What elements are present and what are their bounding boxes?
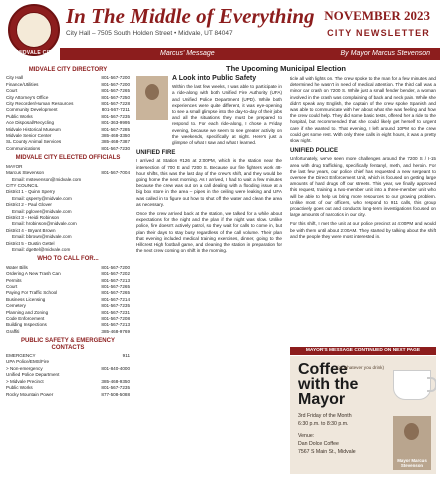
ufa-paragraph-2: Once the crew arrived back at the station, we talked for a while about expectations for the night and the plan if the night was slow. Unlike police, fire doesn't actively patrol, so they wait for calls to come in, but plan their days to stay busy regardless of the call volume. Their plan that evening included medical training exercises, dinner, going to the Hillcrest High football game, and cleaning the station in preparation for the next crew coming on shift in the morning. bbox=[136, 211, 282, 254]
coffee-title-line-3: Mayor bbox=[298, 391, 346, 408]
elected-row: Email: bbrown@midvale.com bbox=[12, 234, 72, 240]
venue-label: Venue: bbox=[298, 433, 315, 439]
elected-row: District 2 - Paul Glover bbox=[6, 202, 52, 208]
coffee-title-line-1: Coffee bbox=[298, 361, 348, 378]
elected-row: Marcus Stevenson 801-567-7004 bbox=[6, 170, 130, 176]
upd-paragraph: Unfortunately, we've seen more challenges around the 7200 S / I-15 area with drug trafficking, specifically fentanyl, meth, and heroin. For the last few years, our police chief has requested a new sergeant to oversee the Direct Enforcement Unit, which is focused on getting large amounts of hard drugs off our streets. This year, we finally approved this request, training a two-member unit into a three-member unit who will be able to help us bring more resources to our growing problem. Unlike most of our officers, who respond to 911 calls, this group proactively goes out and conducts long-term investigations focused on large amounts of narcotics in our city. bbox=[290, 156, 436, 218]
issue-month: NOVEMBER 2023 bbox=[324, 8, 430, 23]
who-row: Court 801-567-7265 bbox=[6, 284, 130, 289]
elected-row: District 1 - Quinn Sperry bbox=[6, 189, 56, 195]
safety-list bbox=[6, 353, 130, 398]
safety-row: UPA Police/EMS/Fire bbox=[6, 359, 50, 365]
elected-row: CITY COUNCIL bbox=[6, 182, 39, 188]
safety-row: > Midvale Precinct 385-468-9350 bbox=[6, 378, 130, 384]
directory-list bbox=[6, 75, 130, 152]
who-to-call-heading: WHO TO CALL FOR... bbox=[37, 256, 99, 263]
who-row: Paying For Traffic School 801-567-7265 bbox=[6, 290, 130, 296]
who-row: Permits 801-567-7213 bbox=[6, 277, 130, 283]
safety-heading: PUBLIC SAFETY & EMERGENCY CONTACTS bbox=[21, 338, 115, 351]
elected-row: Email: mstevenson@midvale.com bbox=[12, 176, 82, 182]
safety-row: > Non-emergency 801-840-4000 bbox=[6, 365, 130, 371]
who-row: Code Enforcement 801-567-7208 bbox=[6, 316, 130, 322]
upd-heading: UNIFIED POLICE bbox=[290, 148, 339, 155]
elected-row: Email: dgettel@midvale.com bbox=[12, 246, 71, 252]
coffee-aside: (or whatever you drink) bbox=[337, 365, 384, 370]
directory-row: Midvale Historical Museum 801-567-7285 bbox=[6, 126, 130, 132]
upd-paragraph-2: For this shift, I met the unit at our police precinct at 4:00PM and would be with them until about 2:00AM. They started by talking about the shift and the people they were most interested in. bbox=[290, 221, 436, 239]
continued-banner: MAYOR'S MESSAGE CONTINUED ON NEXT PAGE bbox=[290, 347, 436, 355]
directory-row: Midvale Senior Center 385-468-3350 bbox=[6, 133, 130, 139]
safety-row: Public Works 801-567-7235 bbox=[6, 385, 130, 391]
directory-row: Ace Disposal/Recycling 801-363-9995 bbox=[6, 120, 130, 126]
elected-row: Email: pglover@midvale.com bbox=[12, 208, 72, 214]
elected-row: MAYOR bbox=[6, 163, 23, 169]
midvale-city-seal bbox=[8, 4, 60, 56]
intro-paragraph: Within the last few weeks, I was able to participate in a ride-along with both Unified Fire Authority (UFA) and Unified Police Department (UPD). While both experiences were quite different, it was eye-opening to see a small glimpse into the day-to-day of their jobs and all the situations they must be prepared to respond to. For each ride-along, I chose a Friday evening, because we seem to see greater activity on the weekends, specifically at night. Here's just a glimpse of what I saw and what I learned. bbox=[172, 84, 282, 146]
coffee-with-mayor-ad bbox=[290, 356, 436, 474]
directory-row: Communications 801-567-7230 bbox=[6, 145, 130, 151]
newsletter-label: CITY NEWSLETTER bbox=[327, 28, 430, 38]
ufa-heading: UNIFIED FIRE bbox=[136, 150, 176, 157]
who-row: Cemetery 801-567-7235 bbox=[6, 303, 130, 309]
newsletter-title: In The Middle of Everything bbox=[66, 4, 315, 28]
section-title: Marcus' Message bbox=[160, 50, 215, 57]
ufa-paragraph: I arrived at Station #126 at 2:00PM, which is the station near the intersection of 700 E and 7200 S. Because our fire fighters work 48-hour shifts, this was the last day of the crew's shift, and they would be going home the next morning. As I arrived, I had to wait a few minutes because the crew was out on a call dealing with a flooding issue at a big box store in the area – pipes in the ceiling were leaking and UFA was called in to figure out how to shut off the water and clean the area as necessary. bbox=[136, 158, 282, 207]
who-row: Business Licensing 801-567-7214 bbox=[6, 296, 130, 302]
elected-row: Email: hrobinson@midvale.com bbox=[12, 221, 77, 227]
article-column-right bbox=[290, 76, 436, 243]
directory-row: City Hall 801-567-7200 bbox=[6, 75, 130, 81]
elected-row: District 5 - Dustin Gettel bbox=[6, 240, 55, 246]
event-time: 6:30 p.m. to 8:30 p.m. bbox=[298, 421, 349, 427]
coffee-title-line-2: with the bbox=[298, 376, 359, 393]
directory-row: Community Development 801-567-7211 bbox=[6, 107, 130, 113]
directory-row: Court 801-567-7265 bbox=[6, 88, 130, 94]
who-to-call-list bbox=[6, 265, 130, 335]
elected-row: District 3 - Heidi Robinson bbox=[6, 214, 60, 220]
elected-heading: MIDVALE CITY ELECTED OFFICIALS bbox=[15, 155, 121, 162]
article-heading: The Upcoming Municipal Election bbox=[225, 64, 346, 73]
safety-row: Unified Police Department bbox=[6, 372, 60, 378]
directory-row: Public Works 801-567-7235 bbox=[6, 113, 130, 119]
section-bar bbox=[60, 48, 440, 60]
seal-text: MIDVALE CITY bbox=[16, 50, 56, 56]
elected-row: Email: qsperry@midvale.com bbox=[12, 195, 72, 201]
article-column-left bbox=[136, 76, 282, 257]
directory-row: Finance/Utilities 801-567-7200 bbox=[6, 81, 130, 87]
safety-row: EMERGENCY 911 bbox=[6, 353, 130, 359]
directory-row: City Recorder/Human Resources 801-567-7228 bbox=[6, 101, 130, 107]
directory-row: City Attorney's Office 801-567-7250 bbox=[6, 94, 130, 100]
event-date: 3rd Friday of the Month bbox=[298, 413, 352, 419]
mayor-message bbox=[136, 64, 436, 476]
who-row: Ordering A New Trash Can 801-567-7202 bbox=[6, 271, 130, 277]
who-row: Water Bills 801-567-7200 bbox=[6, 264, 130, 270]
elected-row: District 4 - Bryant Brown bbox=[6, 227, 56, 233]
intro-title: A Look into Public Safety bbox=[172, 75, 257, 82]
photo-caption: Mayor Marcus Stevenson bbox=[397, 458, 427, 468]
directory-row: SL County Animal Services 385-468-7387 bbox=[6, 139, 130, 145]
seal-center bbox=[16, 12, 52, 48]
directory-heading: MIDVALE CITY DIRECTORY bbox=[28, 67, 108, 73]
who-row: Graffiti 385-468-9769 bbox=[6, 328, 130, 334]
right-paragraph: ticle all with lights on. The crew spoke to the man for a few minutes and determined he wasn't in need of medical attention. The third call was a minor car crash on 7200 S. While just a small fender bender, a woman involved in the crash was complaining of back and neck pain. While she didn't speak any English, the captain of the crew spoke Spanish and was able to communicate with her about what she was feeling and how the crew could help. They did some basic tests, offered her a ride to the hospital, but recommended that she could likely get herself to urgent care if she wanted to. That evening, I left around 10PM so the crew could get some rest. With only three calls in eight hours, it was a pretty slow night. bbox=[290, 76, 436, 144]
mayor-portrait bbox=[136, 76, 168, 120]
city-hall-address: City Hall – 7505 South Holden Street • Midvale, UT 84047 bbox=[66, 30, 233, 37]
venue-address: 7567 S Main St., Midvale bbox=[298, 449, 356, 455]
elected-list bbox=[6, 164, 130, 254]
section-byline: By Mayor Marcus Stevenson bbox=[340, 50, 430, 57]
who-row: Building Inspections 801-567-7213 bbox=[6, 322, 130, 328]
venue-name: Dan Dolce Coffee bbox=[298, 441, 339, 447]
coffee-cup-icon bbox=[393, 370, 431, 400]
who-row: Planning and Zoning 801-567-7231 bbox=[6, 309, 130, 315]
safety-row: Rocky Mountain Power 877-508-5088 bbox=[6, 391, 130, 397]
directory-sidebar bbox=[6, 64, 130, 476]
